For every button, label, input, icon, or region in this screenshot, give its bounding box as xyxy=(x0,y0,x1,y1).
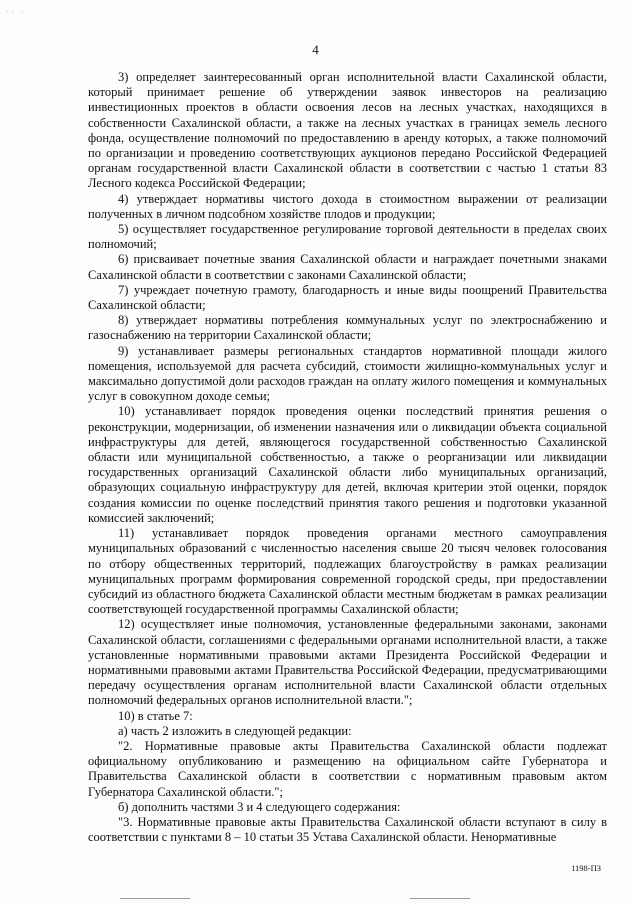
paragraph: 4) утверждает нормативы чистого дохода в стоимостном выражении от реализации полученных в личном подсобном хозяйстве плодов и продукции; xyxy=(88,191,607,221)
paragraph: б) дополнить частями 3 и 4 следующего содержания: xyxy=(118,799,401,814)
paragraph: 6) присваивает почетные звания Сахалинской области и награждает почетными знаками Сахалинской области в соответствии с законами Сахалинской области; xyxy=(88,252,607,282)
paragraph: 10) устанавливает порядок проведения оценки последствий принятия решения о реконструкции, модернизации, об изменении назначения или о ликвидации объекта социальной инфраструктуры для детей, являющегося государственной собственностью Сахалинской области или муниципальной собственностью, а также о реорганизации или ликвидации государственных организаций Сахалинской области либо муниципальных организаций, образующих социальную инфраструктуру для детей, включая критерии этой оценки, порядок создания комиссии по оценке последствий принятия такого решения и подготовки указанной комиссией заключений; xyxy=(88,404,607,525)
paragraph: 5) осуществляет государственное регулирование торговой деятельности в пределах своих полномочий; xyxy=(88,222,607,252)
paragraph: 12) осуществляет иные полномочия, установленные федеральными законами, законами Сахалинской области, соглашениями с федеральными органами исполнительной власти, а также установленные нормативными правовыми актами Президента Российской Федерации и нормативными правовыми актами Правительства Российской Федерации, предусматривающими передачу осуществления органам исполнительной власти Сахалинской области отдельных полномочий федеральных органов исполнительной власти."; xyxy=(88,617,607,708)
page-number: 4 xyxy=(312,42,319,57)
paragraph: 10) в статье 7: xyxy=(118,708,193,723)
scan-artifact: · · · xyxy=(6,8,24,16)
paragraph: "3. Нормативные правовые акты Правительства Сахалинской области вступают в силу в соответствии с пунктами 8 – 10 статьи 35 Устава Сахалинской области. Ненормативные xyxy=(88,814,607,845)
document-body xyxy=(88,70,607,845)
paragraph: 8) утверждает нормативы потребления коммунальных услуг по электроснабжению и газоснабжению на территории Сахалинской области; xyxy=(88,313,607,343)
scan-edge-line xyxy=(410,898,470,899)
paragraph: 3) определяет заинтересованный орган исполнительной власти Сахалинской области, который принимает решение об утверждении заявок инвесторов на реализацию инвестиционных проектов в области освоения лесов на лесных участках, находящихся в собственности Сахалинской области, а также на лесных участках в границах земель лесного фонда, осуществление полномочий по предоставлению в аренду которых, а также полномочий по организации и проведению соответствующих аукционов передано Российской Федерацией органам государственной власти Сахалинской области в соответствии с частью 1 статьи 83 Лесного кодекса Российской Федерации; xyxy=(88,70,607,191)
document-code: 1198-ПЗ xyxy=(571,863,601,873)
paragraph: а) часть 2 изложить в следующей редакции: xyxy=(118,723,352,738)
paragraph: 11) устанавливает порядок проведения органами местного самоуправления муниципальных образований с численностью населения свыше 20 тысяч человек голосования по отбору общественных территорий, подлежащих благоустройству в рамках реализации муниципальных программ формирования современной городской среды, при предоставлении субсидий из областного бюджета Сахалинской области местным бюджетам в рамках реализации соответствующей государственной программы Сахалинской области; xyxy=(88,526,607,617)
scan-edge-line xyxy=(120,898,190,899)
paragraph: "2. Нормативные правовые акты Правительства Сахалинской области подлежат официальному опубликованию и размещению на официальном сайте Губернатора и Правительства Сахалинской области в соответствии с нормативным правовым актом Губернатора Сахалинской области."; xyxy=(88,738,607,799)
paragraph: 9) устанавливает размеры региональных стандартов нормативной площади жилого помещения, используемой для расчета субсидий, стоимости жилищно-коммунальных услуг и максимально допустимой доли расходов граждан на оплату жилого помещения и коммунальных услуг в совокупном доходе семьи; xyxy=(88,343,607,404)
paragraph: 7) учреждает почетную грамоту, благодарность и иные виды поощрений Правительства Сахалинской области; xyxy=(88,282,607,313)
